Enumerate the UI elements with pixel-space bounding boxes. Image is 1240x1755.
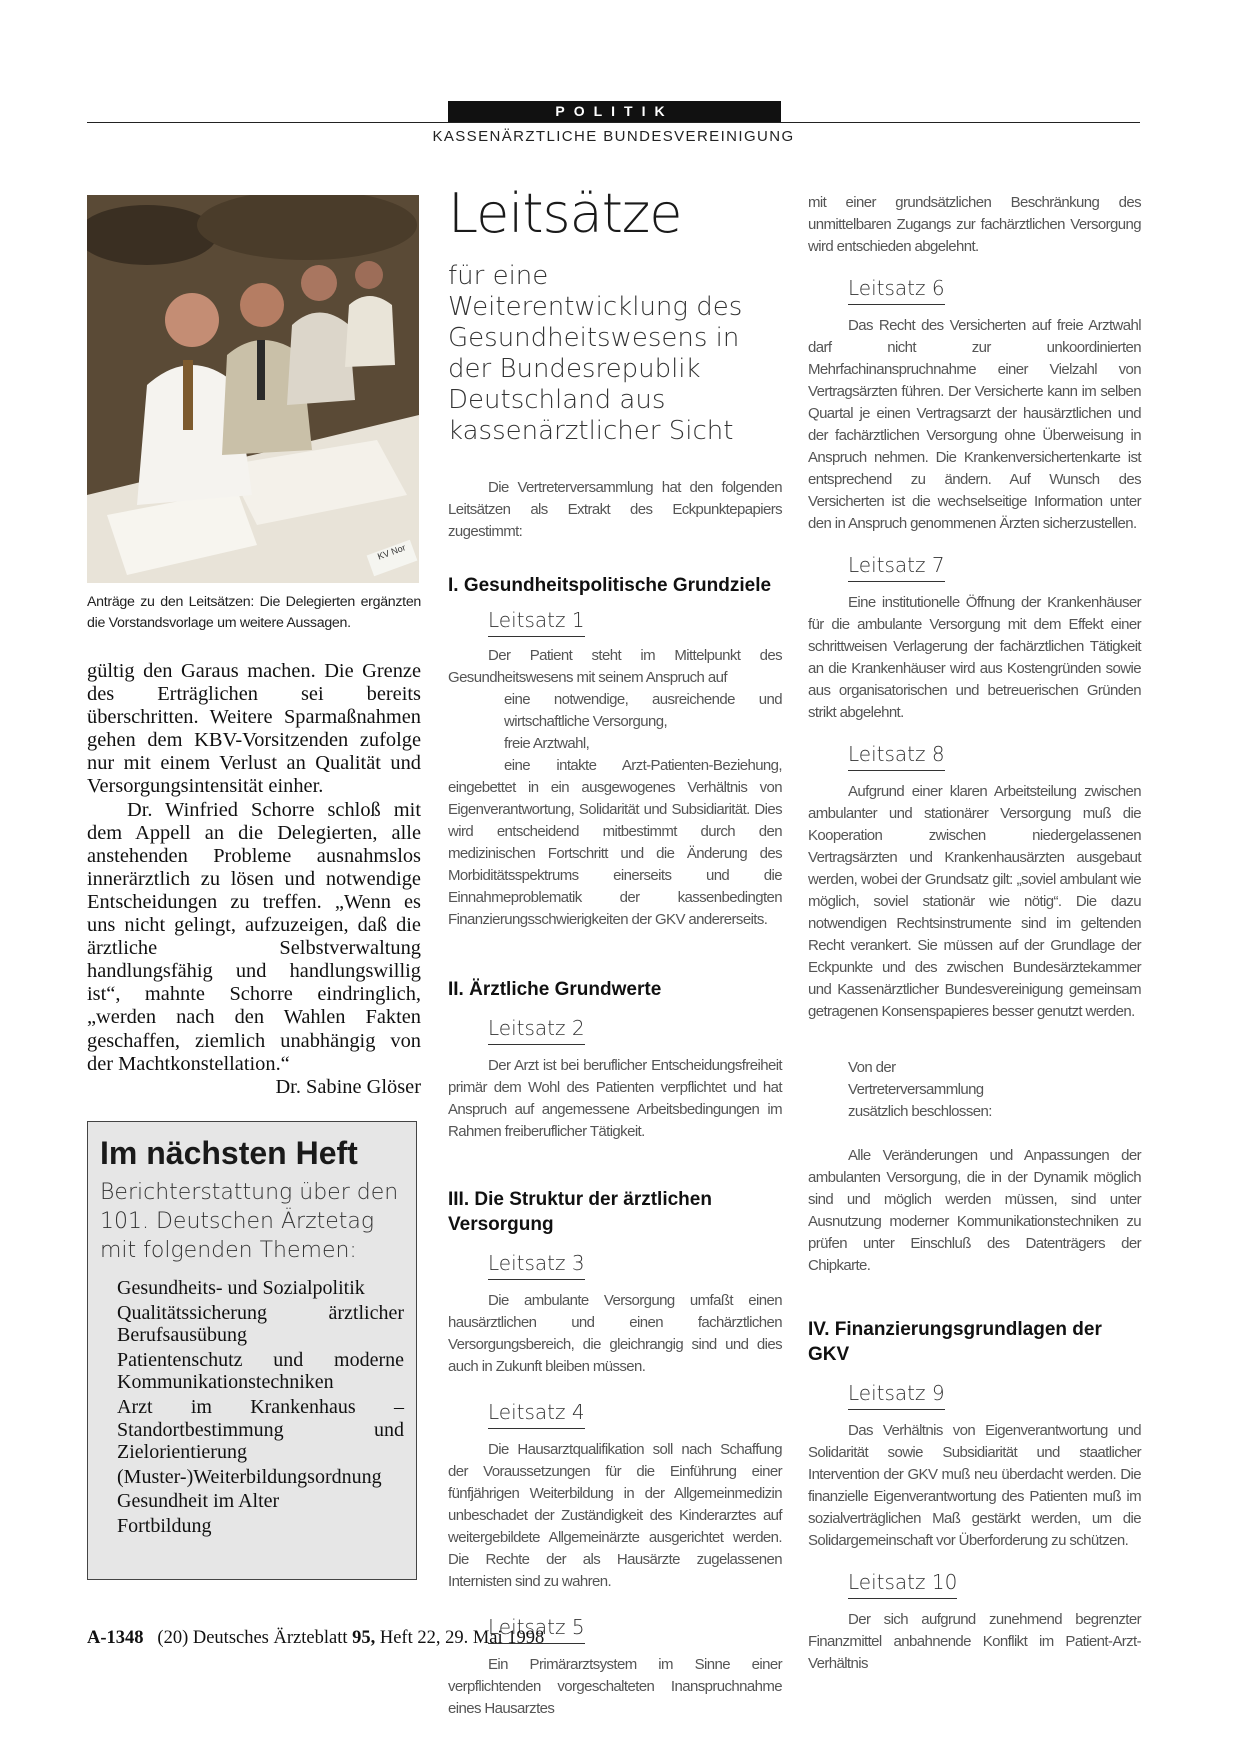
- section-heading-4: IV. Finanzierungsgrundlagen der GKV: [808, 1319, 1102, 1365]
- leitsatz-10-heading: Leitsatz 10: [848, 1570, 957, 1599]
- section-label: POLITIK: [448, 101, 781, 122]
- topic-item: Fortbildung: [117, 1514, 212, 1537]
- topic-item: Arzt im Krankenhaus – Standortbestimmung und Zielorientierung: [117, 1395, 404, 1464]
- delegates-photo: [87, 195, 419, 583]
- leitsatz-7-text: Eine institutionelle Öffnung der Krankenhäuser für die ambulante Versorgung mit dem Effekt einer schrittweisen Verlagerung der fachärztlichen Tätigkeit an die Krankenhäuser wird aus Kostengründen sowie aus organisatorischen und betreuerischen Gründen strikt abgelehnt.: [808, 594, 1141, 721]
- leitsatz-6-heading: Leitsatz 6: [848, 276, 945, 305]
- added-resolution-text: Alle Veränderungen und Anpassungen der ambulanten Versorgung, die in der Dynamik möglich sind und möglich werden müssen, sind unter Ausnutzung moderner Kommunikationstechniken zu prüfen unter Einschluß des Datenträgers der Chipkarte.: [808, 1147, 1141, 1274]
- photo-sign-label: KV Nor: [376, 542, 407, 562]
- leitsatz-1-heading: Leitsatz 1: [488, 608, 585, 637]
- left-paragraph-1: gültig den Garaus machen. Die Grenze des Erträglichen sei bereits überschritten. Weitere Sparmaßnahmen gehen dem KBV-Vorsitzenden zufolge nur mit einem Verlust an Qualität und Versorgungsintensität einher.: [87, 660, 421, 798]
- leitsatz-5-continued: mit einer grundsätzlichen Beschränkung des unmittelbaren Zugangs zur fachärztlichen Versorgung wird entschieden abgelehnt.: [808, 194, 1141, 255]
- topic-item: Qualitätssicherung ärztlicher Berufsausübung: [117, 1301, 404, 1347]
- leitsatz-8-heading: Leitsatz 8: [848, 742, 945, 771]
- topic-item: Gesundheit im Alter: [117, 1490, 280, 1513]
- issue-date: Heft 22, 29. Mai 1998: [379, 1628, 545, 1648]
- section-subtitle: KASSENÄRZTLICHE BUNDESVEREINIGUNG: [432, 128, 795, 145]
- section-heading-3: III. Die Struktur der ärztlichen Versorgung: [448, 1189, 712, 1235]
- leitsatz-4-text: Die Hausarztqualifikation soll nach Schaffung der Voraussetzungen für die Einführung einer fünfjährigen Weiterbildung in der Allgemeinmedizin unbeschadet der Zuständigkeit des Kinderarztes auf weitergebildete Allgemeinärzte ausgerichtet werden. Die Rechte der als Hausärzte zugelassenen Internisten sind zu wahren.: [448, 1441, 782, 1590]
- leitsatz-9-heading: Leitsatz 9: [848, 1381, 945, 1410]
- leitsatz-5-heading: Leitsatz 5: [488, 1615, 585, 1644]
- next-issue-title: Im nächsten Heft: [100, 1135, 358, 1171]
- delegates-photo-illustration: [87, 195, 419, 583]
- leitsatz-8-text: Aufgrund einer klaren Arbeitsteilung zwischen ambulanter und stationärer Versorgung muß die Kooperation zwischen niedergelassenen Vertragsärzten und Krankenhausärzten ausgebaut werden, wobei der Grundsatz gilt: „soviel ambulant wie möglich, soviel stationär wie nötig“. Die dazu notwendigen Rechtsinstrumente sind im geltenden Recht verankert. Sie müssen auf der Grundlage der Eckpunkte und des zwischen Bundesärztekammer und Kassenärztlicher Bundesvereinigung gemeinsam getragenen Konsenspapieres besser genutzt werden.: [808, 783, 1141, 1020]
- journal-name: (20) Deutsches Ärzteblatt: [157, 1628, 348, 1648]
- leitsatz-1-point-1: eine notwendige, ausreichende und wirtschaftliche Versorgung,: [504, 691, 782, 730]
- article-intro: Die Vertreterversammlung hat den folgenden Leitsätzen als Extrakt des Eckpunktepapiers zugestimmt:: [448, 479, 782, 540]
- leitsatz-1-text: Der Patient steht im Mittelpunkt des Gesundheitswesens mit seinem Anspruch auf: [448, 647, 782, 686]
- leitsatz-7-heading: Leitsatz 7: [848, 553, 945, 582]
- article-title: Leitsätze: [448, 182, 682, 245]
- leitsatz-1-point-3: eine intakte Arzt-Patienten-Beziehung, eingebettet in ein ausgewogenes Verhältnis von Eigenverantwortung, Solidarität und Subsidiarität. Dies wird entscheidend mitbestimmt durch den medizinischen Fortschritt und die Änderung des Morbiditätsspektrums einerseits und die Einnahmeproblematik der kassenbedingten Finanzierungsschwierigkeiten der GKV andererseits.: [448, 757, 782, 928]
- leitsatz-6-text: Das Recht des Versicherten auf freie Arztwahl darf nicht zur unkoordinierten Mehrfachinanspruchnahme einer Vielzahl von Vertragsärzten führen. Der Versicherte kann im selben Quartal je einen Vertragsarzt der hausärztlichen und der fachärztlichen Versorgung ohne Überweisung in Anspruch nehmen. Die Krankenversichertenkarte ist entsprechend zu ändern. Auf Wunsch des Versicherten ist die wechselseitige Information unter den in Anspruch genommenen Ärzten sicherzustellen.: [808, 317, 1141, 532]
- header-rule: [87, 122, 1140, 123]
- next-issue-box: [87, 1121, 417, 1580]
- next-issue-topics: [100, 1277, 404, 1538]
- leitsatz-9-text: Das Verhältnis von Eigenverantwortung und Solidarität sowie Subsidiarität und staatlicher Intervention der GKV muß neu überdacht werden. Die finanzielle Eigenverantwortung des Patienten muß im sozialverträglichen Maß gestärkt werden, um die Solidargemeinschaft vor Überforderung zu schützen.: [808, 1422, 1141, 1549]
- section-heading-1: I. Gesundheitspolitische Grundziele: [448, 575, 772, 596]
- leitsatz-4-heading: Leitsatz 4: [488, 1400, 585, 1429]
- photo-caption: Anträge zu den Leitsätzen: Die Delegierten ergänzten die Vorstandsvorlage um weitere Aussagen.: [87, 594, 421, 631]
- author-signature: Dr. Sabine Glöser: [275, 1075, 421, 1098]
- right-column: [808, 192, 1141, 1675]
- leitsatz-3-heading: Leitsatz 3: [488, 1251, 585, 1280]
- leitsatz-2-text: Der Arzt ist bei beruflicher Entscheidungsfreiheit primär dem Wohl des Patienten verpflichtet und hat Anspruch auf angemessene Arbeitsbedingungen im Rahmen freiberuflicher Tätigkeit.: [448, 1057, 782, 1140]
- next-issue-intro: Berichterstattung über den 101. Deutschen Ärztetag mit folgenden Themen:: [100, 1180, 399, 1263]
- leitsatz-10-text: Der sich aufgrund zunehmend begrenzter Finanzmittel anbahnende Konflikt im Patient-Arzt-Verhältnis: [808, 1611, 1141, 1672]
- article-subtitle: für eine Weiterentwicklung des Gesundheitswesens in der Bundesrepublik Deutschland aus kassenärztlicher Sicht: [448, 261, 743, 446]
- left-column-text: [87, 660, 421, 1099]
- section-heading-2: II. Ärztliche Grundwerte: [448, 979, 662, 1000]
- added-resolution-note: Von der Vertreterversammlung zusätzlich beschlossen:: [848, 1059, 992, 1120]
- leitsatz-1-point-2: freie Arztwahl,: [504, 735, 590, 752]
- topic-item: Gesundheits- und Sozialpolitik: [117, 1277, 365, 1299]
- left-paragraph-2: [87, 798, 421, 1098]
- leitsatz-5-text: Ein Primärarztsystem im Sinne einer verpflichtenden vorgeschalteten Inanspruchnahme eines Hausarztes: [448, 1656, 782, 1717]
- page-number: A-1348: [87, 1628, 144, 1648]
- middle-column: [448, 182, 782, 1720]
- page-footer: [87, 1628, 544, 1649]
- journal-volume: 95,: [352, 1628, 376, 1648]
- leitsatz-3-text: Die ambulante Versorgung umfaßt einen hausärztlichen und einen fachärztlichen Versorgungsbereich, die gleichrangig sind und dies auch in Zukunft bleiben müssen.: [448, 1292, 782, 1375]
- topic-item: Patientenschutz und moderne Kommunikationstechniken: [117, 1348, 404, 1394]
- left-paragraph-2-text: Dr. Winfried Schorre schloß mit dem Appell an die Delegierten, alle anstehenden Probleme ausnahmslos innerärztlich zu lösen und notwendige Entscheidungen zu treffen. „Wenn es uns nicht gelingt, aufzuzeigen, daß die ärztliche Selbstverwaltung handlungsfähig und handlungswillig ist“, mahnte Schorre eindringlich, „werden nach den Wahlen Fakten geschaffen, ziemlich unabhängig von der Machtkonstellation.“: [87, 798, 421, 1075]
- leitsatz-2-heading: Leitsatz 2: [488, 1016, 585, 1045]
- topic-item: (Muster-)Weiterbildungsordnung: [117, 1465, 382, 1488]
